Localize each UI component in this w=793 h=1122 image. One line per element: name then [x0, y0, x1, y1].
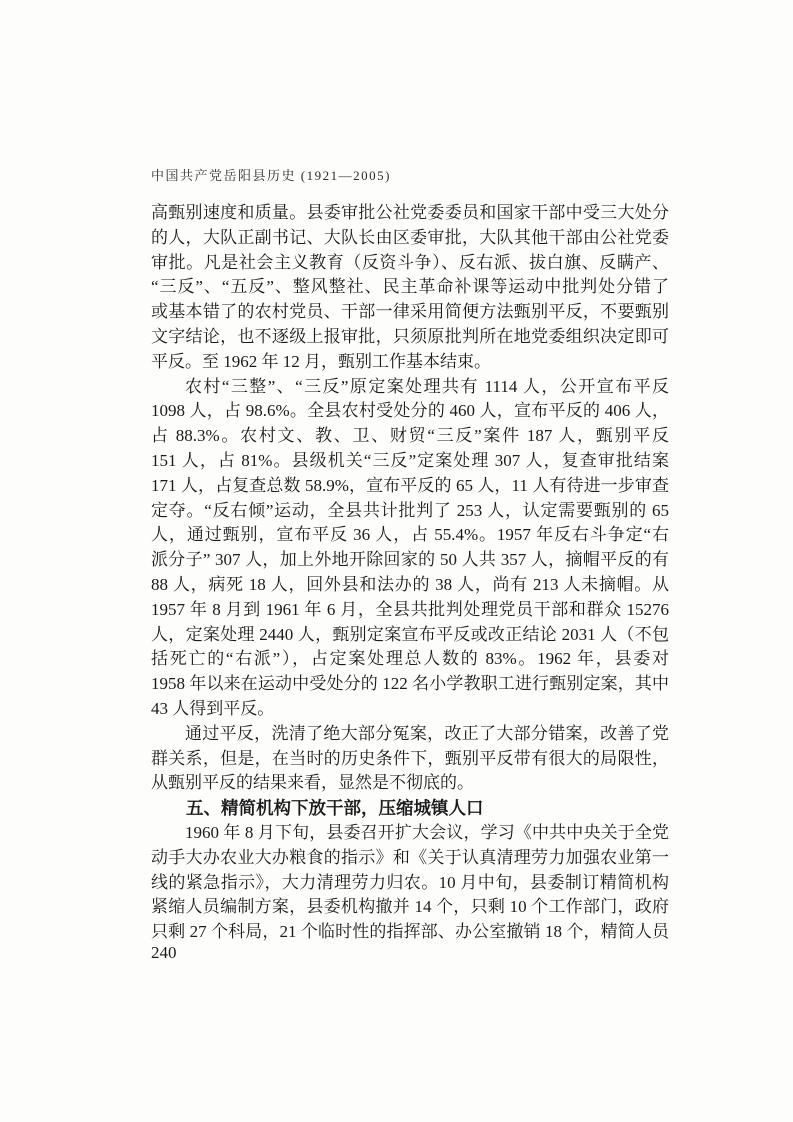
text-line: 线的紧急指示》，大力清理劳力归农。10 月中旬，县委制订精简机构 — [151, 872, 669, 892]
text-line: 动手大办农业大办粮食的指示》和《关于认真清理劳力加强农业第一 — [151, 847, 669, 867]
text-line: 171 人，占复查总数 58.9%，宣布平反的 65 人，11 人有待进一步审查 — [151, 475, 669, 495]
text-line: 农村“三整”、“三反”原定案处理共有 1114 人，公开宣布平反 — [185, 376, 669, 396]
text-line: 1957 年 8 月到 1961 年 6 月，全县共批判处理党员干部和群众 15276 — [151, 599, 669, 619]
text-line: 人，通过甄别，宣布平反 36 人，占 55.4%。1957 年反右斗争定“右 — [151, 525, 669, 545]
text-line: 紧缩人员编制方案，县委机构撤并 14 个，只剩 10 个工作部门，政府 — [151, 897, 669, 917]
text-line: 占 88.3%。农村文、教、卫、财贸“三反”案件 187 人，甄别平反 — [151, 426, 669, 446]
text-line: 群关系，但是，在当时的历史条件下，甄别平反带有很大的局限性， — [151, 748, 669, 768]
text-line: 平反。至 1962 年 12 月，甄别工作基本结束。 — [151, 351, 491, 371]
text-line: 151 人，占 81%。县级机关“三反”定案处理 307 人，复查审批结案 — [151, 450, 669, 470]
text-line: 的人，大队正副书记、大队长由区委审批，大队其他干部由公社党委 — [151, 227, 669, 247]
text-line: 1960 年 8 月下旬，县委召开扩大会议，学习《中共中央关于全党 — [185, 822, 669, 842]
text-line: 括死亡的“右派”），占定案处理总人数的 83%。1962 年，县委对 — [151, 649, 669, 669]
running-header: 中国共产党岳阳县历史 (1921—2005) — [151, 168, 391, 183]
text-line: 派分子” 307 人，加上外地开除回家的 50 人共 357 人，摘帽平反的有 — [151, 550, 669, 570]
page-number: 240 — [151, 943, 177, 962]
text-line: 审批。凡是社会主义教育（反资斗争）、反右派、拔白旗、反瞒产、 — [151, 252, 669, 272]
text-line: 43 人得到平反。 — [151, 698, 275, 718]
text-line: 只剩 27 个科局，21 个临时性的指挥部、办公室撤销 18 个，精简人员 — [151, 922, 669, 942]
text-line: 通过平反，洗清了绝大部分冤案，改正了大部分错案，改善了党 — [185, 723, 669, 743]
text-line: 人，定案处理 2440 人，甄别定案宣布平反或改正结论 2031 人（不包 — [151, 624, 669, 644]
text-block — [151, 201, 669, 945]
text-line: 从甄别平反的结果来看，显然是不彻底的。 — [151, 773, 474, 793]
text-line: 定夺。“反右倾”运动，全县共计批判了 253 人，认定需要甄别的 65 — [151, 500, 669, 520]
text-line: “三反”、“五反”、整风整社、民主革命补课等运动中批判处分错了 — [151, 277, 669, 297]
text-line: 1098 人，占 98.6%。全县农村受处分的 460 人，宣布平反的 406 人， — [151, 401, 669, 421]
text-line: 1958 年以来在运动中受处分的 122 名小学教职工进行甄别定案，其中 — [151, 674, 669, 694]
text-line: 或基本错了的农村党员、干部一律采用简便方法甄别平反，不要甄别 — [151, 302, 669, 322]
text-line: 文字结论，也不逐级上报审批，只须原批判所在地党委组织决定即可 — [151, 326, 669, 346]
section-heading: 五、精简机构下放干部，压缩城镇人口 — [186, 798, 484, 819]
text-line: 高甄别速度和质量。县委审批公社党委委员和国家干部中受三大处分 — [151, 203, 669, 222]
text-line: 88 人，病死 18 人，回外县和法办的 38 人，尚有 213 人未摘帽。从 — [151, 574, 669, 594]
